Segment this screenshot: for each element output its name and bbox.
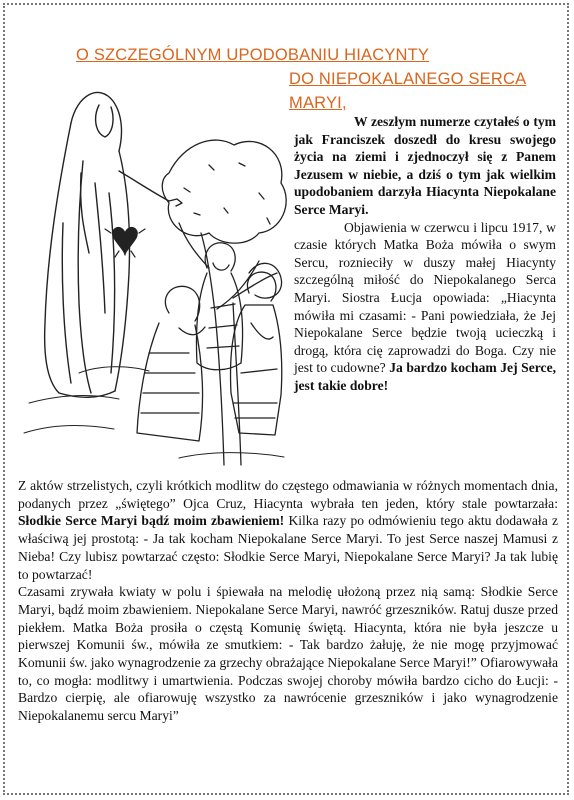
right-column-text (294, 113, 556, 395)
after-love-text: Z aktów strzelistych, czyli krótkich modlitw do częstego odmawiania w różnych momentach dnia, podanych przez „świętego” Ojca Cruz, Hiacynta wybrała ten jeden, który stale powtarzała: (18, 478, 558, 511)
story-lead-text: Objawienia w czerwcu i lipcu 1917, w czasie których Matka Boża mówiła o swym Sercu, roznieciły w duszy małej Hiacynty szczególną miłość do Niepokalanego Serca Maryi. Siostra Łucja opowiada: „Hiacynta mówiła mi czasami: - Pani powiedziała, że Jej Niepokalane Serce będzie twoją ucieczką i drogą, która cię zaprowadzi do Boga. Czy nie jest to cudowne? (294, 219, 556, 376)
continuation-paragraph (18, 477, 558, 583)
illustration-apparition (19, 73, 289, 466)
title-line-2: DO NIEPOKALANEGO SERCA (289, 70, 527, 88)
bold-prayer-text: Słodkie Serce Maryi bądź moim zbawieniem! (18, 513, 285, 529)
title-line-1: O SZCZEGÓLNYM UPODOBANIU HIACYNTY (76, 46, 430, 64)
heart-with-thorns (105, 228, 145, 257)
title-line-3: MARYI, (289, 94, 347, 112)
bold-love-quote: Ja bardzo kocham Jej Serce, jest takie dobre! (294, 360, 556, 393)
second-paragraph: Czasami zrywała kwiaty w polu i śpiewała na melodię ułożoną przez nią samą: Słodkie Serce Maryi, bądź moim zbawieniem. Niepokalane Serce Maryi, nawróć grzeszników. Ratuj dusze przed piekłem. Matka Boża prosiła o częstą Komunię świętą. Hiacynta, która nie była jeszcze u pierwszej Komunii św., mówiła ze smutkiem: - Tak bardzo żałuję, że nie mogę przyjmować Komunii św. jako wynagrodzenie za grzechy obrażające Niepokalane Serce Maryi!” Ofiarowywała to, co mogła: modlitwy i umartwienia. Podczas swojej choroby mówiła bardzo cicho do Łucji: - Bardzo cierpię, ale ofiarowuję wszystko za nawrócenie grzeszników i jako wynagrodzenie Niepokalanemu sercu Maryi” (18, 584, 558, 724)
apparition-figure (45, 92, 182, 397)
intro-bold-paragraph: W zeszłym numerze czytałeś o tym jak Franciszek doszedł do kresu swojego życia na ziemi i zjednoczył się z Panem Jezusem w niebie, a dziś o tym jak wielkim upodobaniem darzyła Hiacynta Niepokalane Serce Maryi. (294, 114, 556, 217)
story-lead-paragraph (294, 219, 556, 395)
full-width-text (18, 477, 558, 725)
after-prayer-text: Kilka razy po odmówieniu tego aktu dodawała z właściwą jej prostotą: - Ja tak kocham Niepokalane Serce Maryi. To jest Serce naszej Mamusi z Nieba! Czy lubisz powtarzać często: Słodkie Serce Maryi, Niepokalane Serce Maryi? Ja tak lubię to powtarzać! (18, 513, 558, 582)
tree-illustration (162, 140, 286, 465)
